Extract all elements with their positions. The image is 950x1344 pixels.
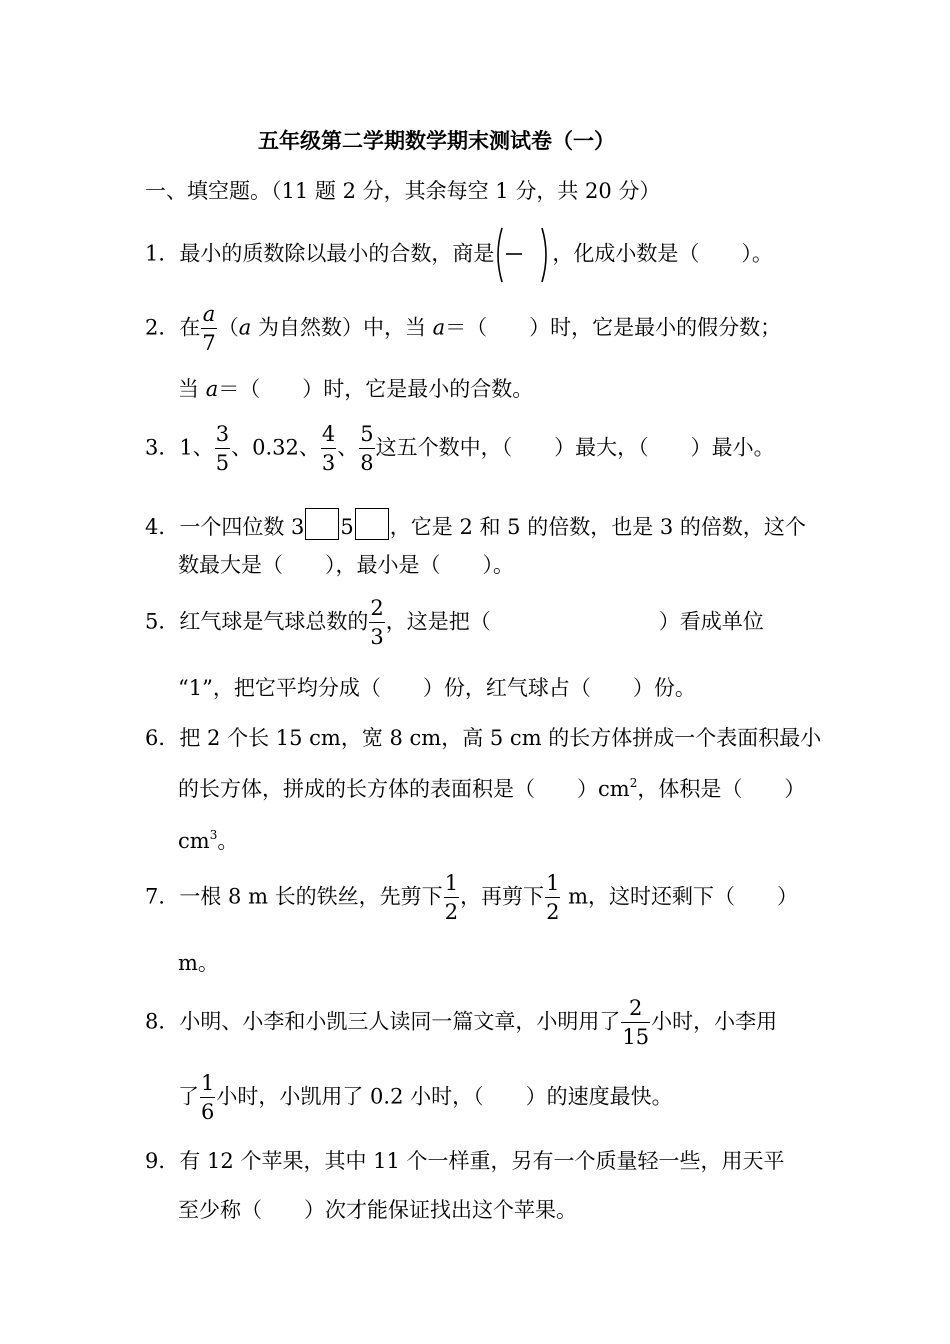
question-4-line-1 <box>145 508 806 540</box>
question-7-line-1 <box>145 873 798 923</box>
q8-fraction-1 <box>621 998 650 1048</box>
q8-fraction-2 <box>200 1073 215 1123</box>
q7-text-c: m，这时还剩下（ ） <box>561 884 799 909</box>
q8-l2b: 小时，小凯用了 0.2 小时，（ ）的速度最快。 <box>216 1084 673 1109</box>
q4-blank-box-2 <box>355 508 389 540</box>
q2-text-a: （ <box>217 315 239 340</box>
q8-text-a: 小明、小李和小凯三人读同一篇文章，小明用了 <box>179 1009 621 1034</box>
q3-text-a: 1、 <box>179 435 214 460</box>
q7-f2-num: 1 <box>545 873 560 898</box>
question-8-line-1 <box>145 998 777 1048</box>
q1-fraction-blank <box>494 224 552 286</box>
q3-f2-den: 3 <box>321 451 336 475</box>
q7-number: 7． <box>145 884 180 909</box>
q2-var-1: a <box>238 315 252 340</box>
q4-text-c: ，它是 2 和 5 的倍数，也是 3 的倍数，这个 <box>389 515 806 539</box>
q3-text-b: 、0.32、 <box>231 435 320 460</box>
q7-f2-den: 2 <box>546 900 560 924</box>
question-5-line-1 <box>145 598 764 648</box>
q5-f-den: 3 <box>370 625 384 649</box>
q6-l3b: 。 <box>217 829 239 853</box>
question-1 <box>145 224 773 286</box>
question-6-line-3 <box>178 829 238 852</box>
q6-l2a: 的长方体，拼成的长方体的表面积是（ ）cm <box>178 777 630 801</box>
q2-pre: 在 <box>179 315 201 340</box>
q3-fraction-1 <box>215 424 230 474</box>
q6-l2b: ，体积是（ ） <box>637 777 806 801</box>
q2-var-3: a <box>205 377 219 401</box>
q6-l1: 把 2 个长 15 cm，宽 8 cm，高 5 cm 的长方体拼成一个表面积最小 <box>179 726 822 750</box>
q2-fraction <box>201 304 216 354</box>
q5-text-b: ，这是把（ ）看成单位 <box>385 609 764 634</box>
q3-fraction-2 <box>321 424 336 474</box>
q3-number: 3． <box>145 435 180 460</box>
q2-text-b: 为自然数）中，当 <box>251 315 433 340</box>
question-2-line-1 <box>145 304 781 354</box>
question-2-line-2 <box>178 379 533 400</box>
q2-number: 2． <box>145 315 180 340</box>
q8-f1-den: 15 <box>622 1025 650 1049</box>
q6-sup-2: 2 <box>629 776 638 790</box>
q3-f3-num: 5 <box>359 424 374 449</box>
q2-text-c: ＝（ ）时，它是最小的假分数； <box>445 315 782 340</box>
question-8-line-2 <box>178 1073 673 1123</box>
q9-number: 9． <box>145 1149 180 1173</box>
q8-l2a: 了 <box>178 1084 199 1109</box>
q2-fraction-den: 7 <box>202 331 216 355</box>
q2-var-2: a <box>432 315 446 340</box>
question-5-line-2: “1”，把它平均分成（ ）份，红气球占（ ）份。 <box>178 676 696 700</box>
q7-text-a: 一根 8 m 长的铁丝，先剪下 <box>179 884 443 909</box>
q7-fraction-2 <box>545 873 560 923</box>
q5-fraction <box>369 598 384 648</box>
section-heading: 一、填空题。（11 题 2 分，其余每空 1 分，共 20 分） <box>145 179 661 203</box>
q3-text-d: 这五个数中，（ ）最大，（ ）最小。 <box>375 435 775 460</box>
q8-f2-den: 6 <box>201 1100 215 1124</box>
q4-blank-box-1 <box>305 508 339 540</box>
question-3 <box>145 424 775 474</box>
q4-number: 4． <box>145 515 180 539</box>
question-4-line-2: 数最大是（ ），最小是（ ）。 <box>178 553 514 577</box>
q5-f-num: 2 <box>369 598 384 623</box>
page-title: 五年级第二学期数学期末测试卷（一） <box>258 128 615 153</box>
q3-f1-num: 3 <box>215 424 230 449</box>
q1-text-a: 最小的质数除以最小的合数，商是 <box>179 241 495 266</box>
question-6-line-2 <box>178 777 805 800</box>
q6-number: 6． <box>145 726 180 750</box>
q3-f3-den: 8 <box>360 451 374 475</box>
q8-f1-num: 2 <box>621 998 650 1023</box>
q8-text-b: 小时，小李用 <box>651 1009 778 1034</box>
q1-number: 1． <box>145 241 180 266</box>
q3-fraction-3 <box>359 424 374 474</box>
q8-number: 8． <box>145 1009 180 1034</box>
question-7-line-2: m。 <box>178 951 219 975</box>
q7-f1-den: 2 <box>444 900 459 924</box>
q8-f2-num: 1 <box>200 1073 215 1098</box>
q3-f1-den: 5 <box>215 451 230 475</box>
q3-f2-num: 4 <box>321 424 336 449</box>
q4-text-a: 一个四位数 3 <box>179 515 305 539</box>
q3-text-c: 、 <box>337 435 359 460</box>
q7-text-b: ，再剪下 <box>460 884 545 909</box>
question-6-line-1 <box>145 728 821 749</box>
question-9-line-2: 至少称（ ）次才能保证找出这个苹果。 <box>178 1198 577 1222</box>
q1-text-b: ，化成小数是（ ）。 <box>552 241 773 266</box>
q7-fraction-1 <box>444 873 459 923</box>
q6-l3: cm <box>178 829 210 853</box>
q2-fraction-num: a <box>201 304 216 329</box>
q4-text-b: 5 <box>340 515 354 539</box>
q7-f1-num: 1 <box>444 873 459 898</box>
q9-l1: 有 12 个苹果，其中 11 个一样重，另有一个质量轻一些，用天平 <box>179 1149 785 1173</box>
q2-l2a: 当 <box>178 377 206 401</box>
q5-number: 5． <box>145 609 180 634</box>
q6-sup-3: 3 <box>209 828 218 842</box>
question-9-line-1 <box>145 1151 785 1172</box>
q2-l2b: ＝（ ）时，它是最小的合数。 <box>218 377 534 401</box>
q5-text-a: 红气球是气球总数的 <box>179 609 369 634</box>
